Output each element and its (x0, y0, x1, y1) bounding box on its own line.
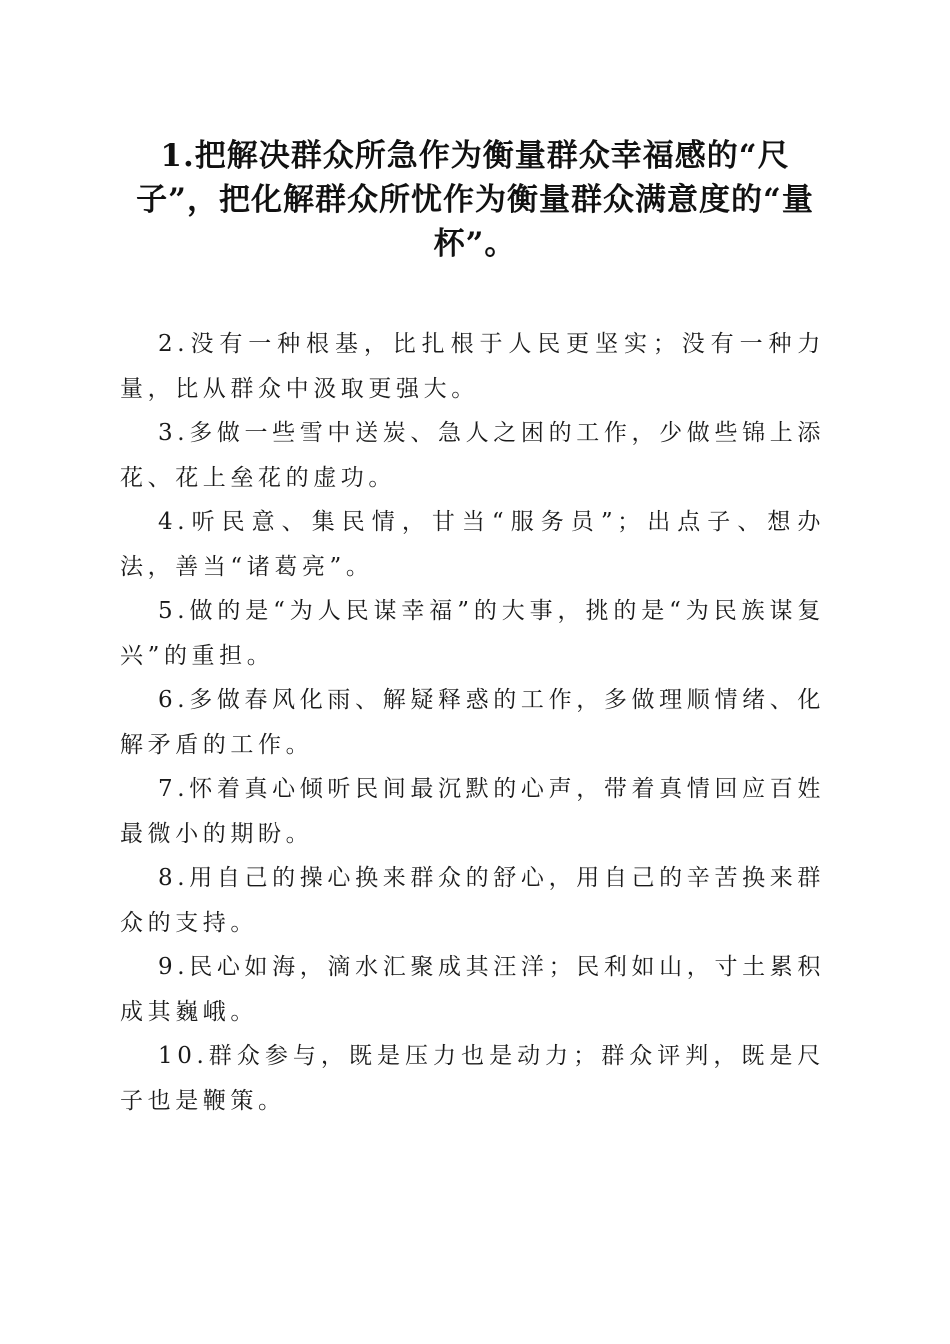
list-item: 8.用自己的操心换来群众的舒心，用自己的辛苦换来群众的支持。 (120, 865, 825, 936)
list-item: 3.多做一些雪中送炭、急人之困的工作，少做些锦上添花、花上垒花的虚功。 (120, 420, 825, 491)
list-item: 5.做的是“为人民谋幸福”的大事，挑的是“为民族谋复兴”的重担。 (120, 598, 825, 669)
list-item: 4.听民意、集民情，甘当“服务员”；出点子、想办法，善当“诸葛亮”。 (120, 509, 825, 580)
document-body (120, 322, 825, 1123)
list-item: 9.民心如海，滴水汇聚成其汪洋；民利如山，寸土累积成其巍峨。 (120, 954, 825, 1025)
document-title: 1.把解决群众所急作为衡量群众幸福感的“尺子”，把化解群众所忧作为衡量群众满意度的“量杯”。 (136, 138, 814, 262)
list-item: 7.怀着真心倾听民间最沉默的心声，带着真情回应百姓最微小的期盼。 (120, 776, 825, 847)
list-item: 2.没有一种根基，比扎根于人民更坚实；没有一种力量，比从群众中汲取更强大。 (120, 331, 825, 402)
list-item: 6.多做春风化雨、解疑释惑的工作，多做理顺情绪、化解矛盾的工作。 (120, 687, 825, 758)
list-item: 10.群众参与，既是压力也是动力；群众评判，既是尺子也是鞭策。 (120, 1043, 825, 1114)
